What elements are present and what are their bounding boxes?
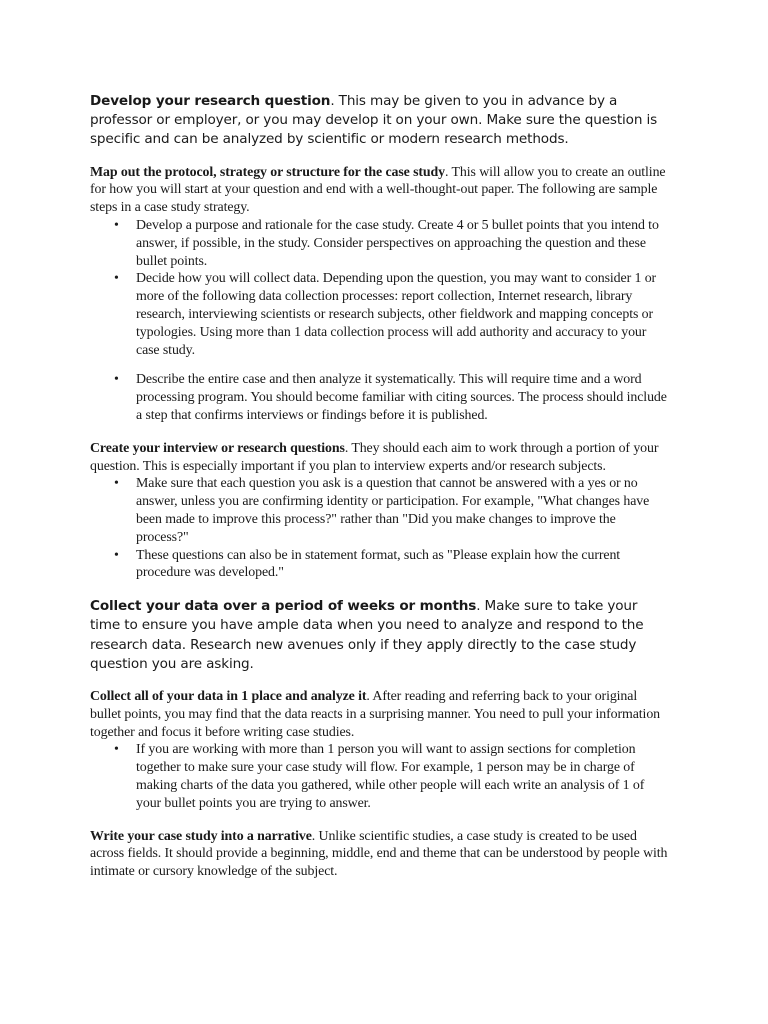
section-interview-questions — [90, 440, 670, 582]
paragraph-write-narrative — [90, 828, 670, 881]
paragraph-heading: Collect all of your data in 1 place and analyze it — [90, 688, 367, 704]
list-item: • Describe the entire case and then analyze it systematically. This will require time and a word processing program. You should become familiar with citing sources. The process should include a step that confirms interviews or findings before it is published. — [90, 371, 670, 424]
paragraph-develop-question — [90, 92, 670, 150]
list-item: • Decide how you will collect data. Depending upon the question, you may want to consider 1 or more of the following data collection processes: report collection, Internet research, library research, interviewing scientists or research subjects, other fieldwork and mapping concepts or typologies. Using more than 1 data collection process will add authority and accuracy to your case study. — [90, 270, 670, 359]
paragraph-text: . After reading and referring back to your original bullet points, you may find that the data reacts in a surprising manner. You need to pull your information together and focus it before writing case studies. — [90, 688, 661, 740]
list-item: • If you are working with more than 1 person you will want to assign sections for completion together to make sure your case study will flow. For example, 1 person may be in charge of making charts of the data you gathered, while other people will each write an analysis of 1 of your bullet points you are trying to answer. — [90, 741, 670, 812]
paragraph-heading: Develop your research question — [90, 93, 331, 109]
paragraph-heading: Write your case study into a narrative — [90, 828, 312, 844]
bullet-list — [90, 741, 670, 812]
bullet-list — [90, 475, 670, 582]
paragraph-heading: Collect your data over a period of weeks or months — [90, 598, 477, 615]
section-map-protocol — [90, 164, 670, 425]
paragraph-text: . This will allow you to create an outline for how you will start at your question and end with a well-thought-out paper. The following are sample steps in a case study strategy. — [90, 164, 666, 216]
paragraph-interview-questions — [90, 440, 670, 476]
paragraph-text: . This may be given to you in advance by a professor or employer, or you may develop it on your own. Make sure the question is specific and can be analyzed by scientific or modern research methods. — [90, 93, 658, 148]
paragraph-text: . Make sure to take your time to ensure you have ample data when you need to analyze and respond to the research data. Research new avenues only if they apply directly to the case study question you are asking. — [90, 598, 644, 672]
bullet-list — [90, 217, 670, 425]
paragraph-text: . Unlike scientific studies, a case study is created to be used across fields. It should provide a beginning, middle, end and theme that can be understood by people with intimate or cursory knowledge of the subject. — [90, 828, 668, 880]
paragraph-collect-data — [90, 597, 670, 674]
list-item: • Develop a purpose and rationale for the case study. Create 4 or 5 bullet points that you intend to answer, if possible, in the study. Consider perspectives on approaching the question and these bullet points. — [90, 217, 670, 270]
list-item: • These questions can also be in statement format, such as "Please explain how the current procedure was developed." — [90, 547, 670, 583]
section-analyze-data — [90, 688, 670, 813]
paragraph-map-protocol — [90, 164, 670, 217]
paragraph-analyze-data — [90, 688, 670, 741]
document-page — [90, 92, 670, 881]
paragraph-heading: Map out the protocol, strategy or structure for the case study — [90, 164, 446, 180]
paragraph-text: . They should each aim to work through a portion of your question. This is especially important if you plan to interview experts and/or research subjects. — [90, 440, 659, 474]
paragraph-heading: Create your interview or research questions — [90, 440, 345, 456]
list-item: • Make sure that each question you ask is a question that cannot be answered with a yes or no answer, unless you are confirming identity or participation. For example, "What changes have been made to improve this process?" rather than "Did you make changes to improve the process?" — [90, 475, 670, 546]
